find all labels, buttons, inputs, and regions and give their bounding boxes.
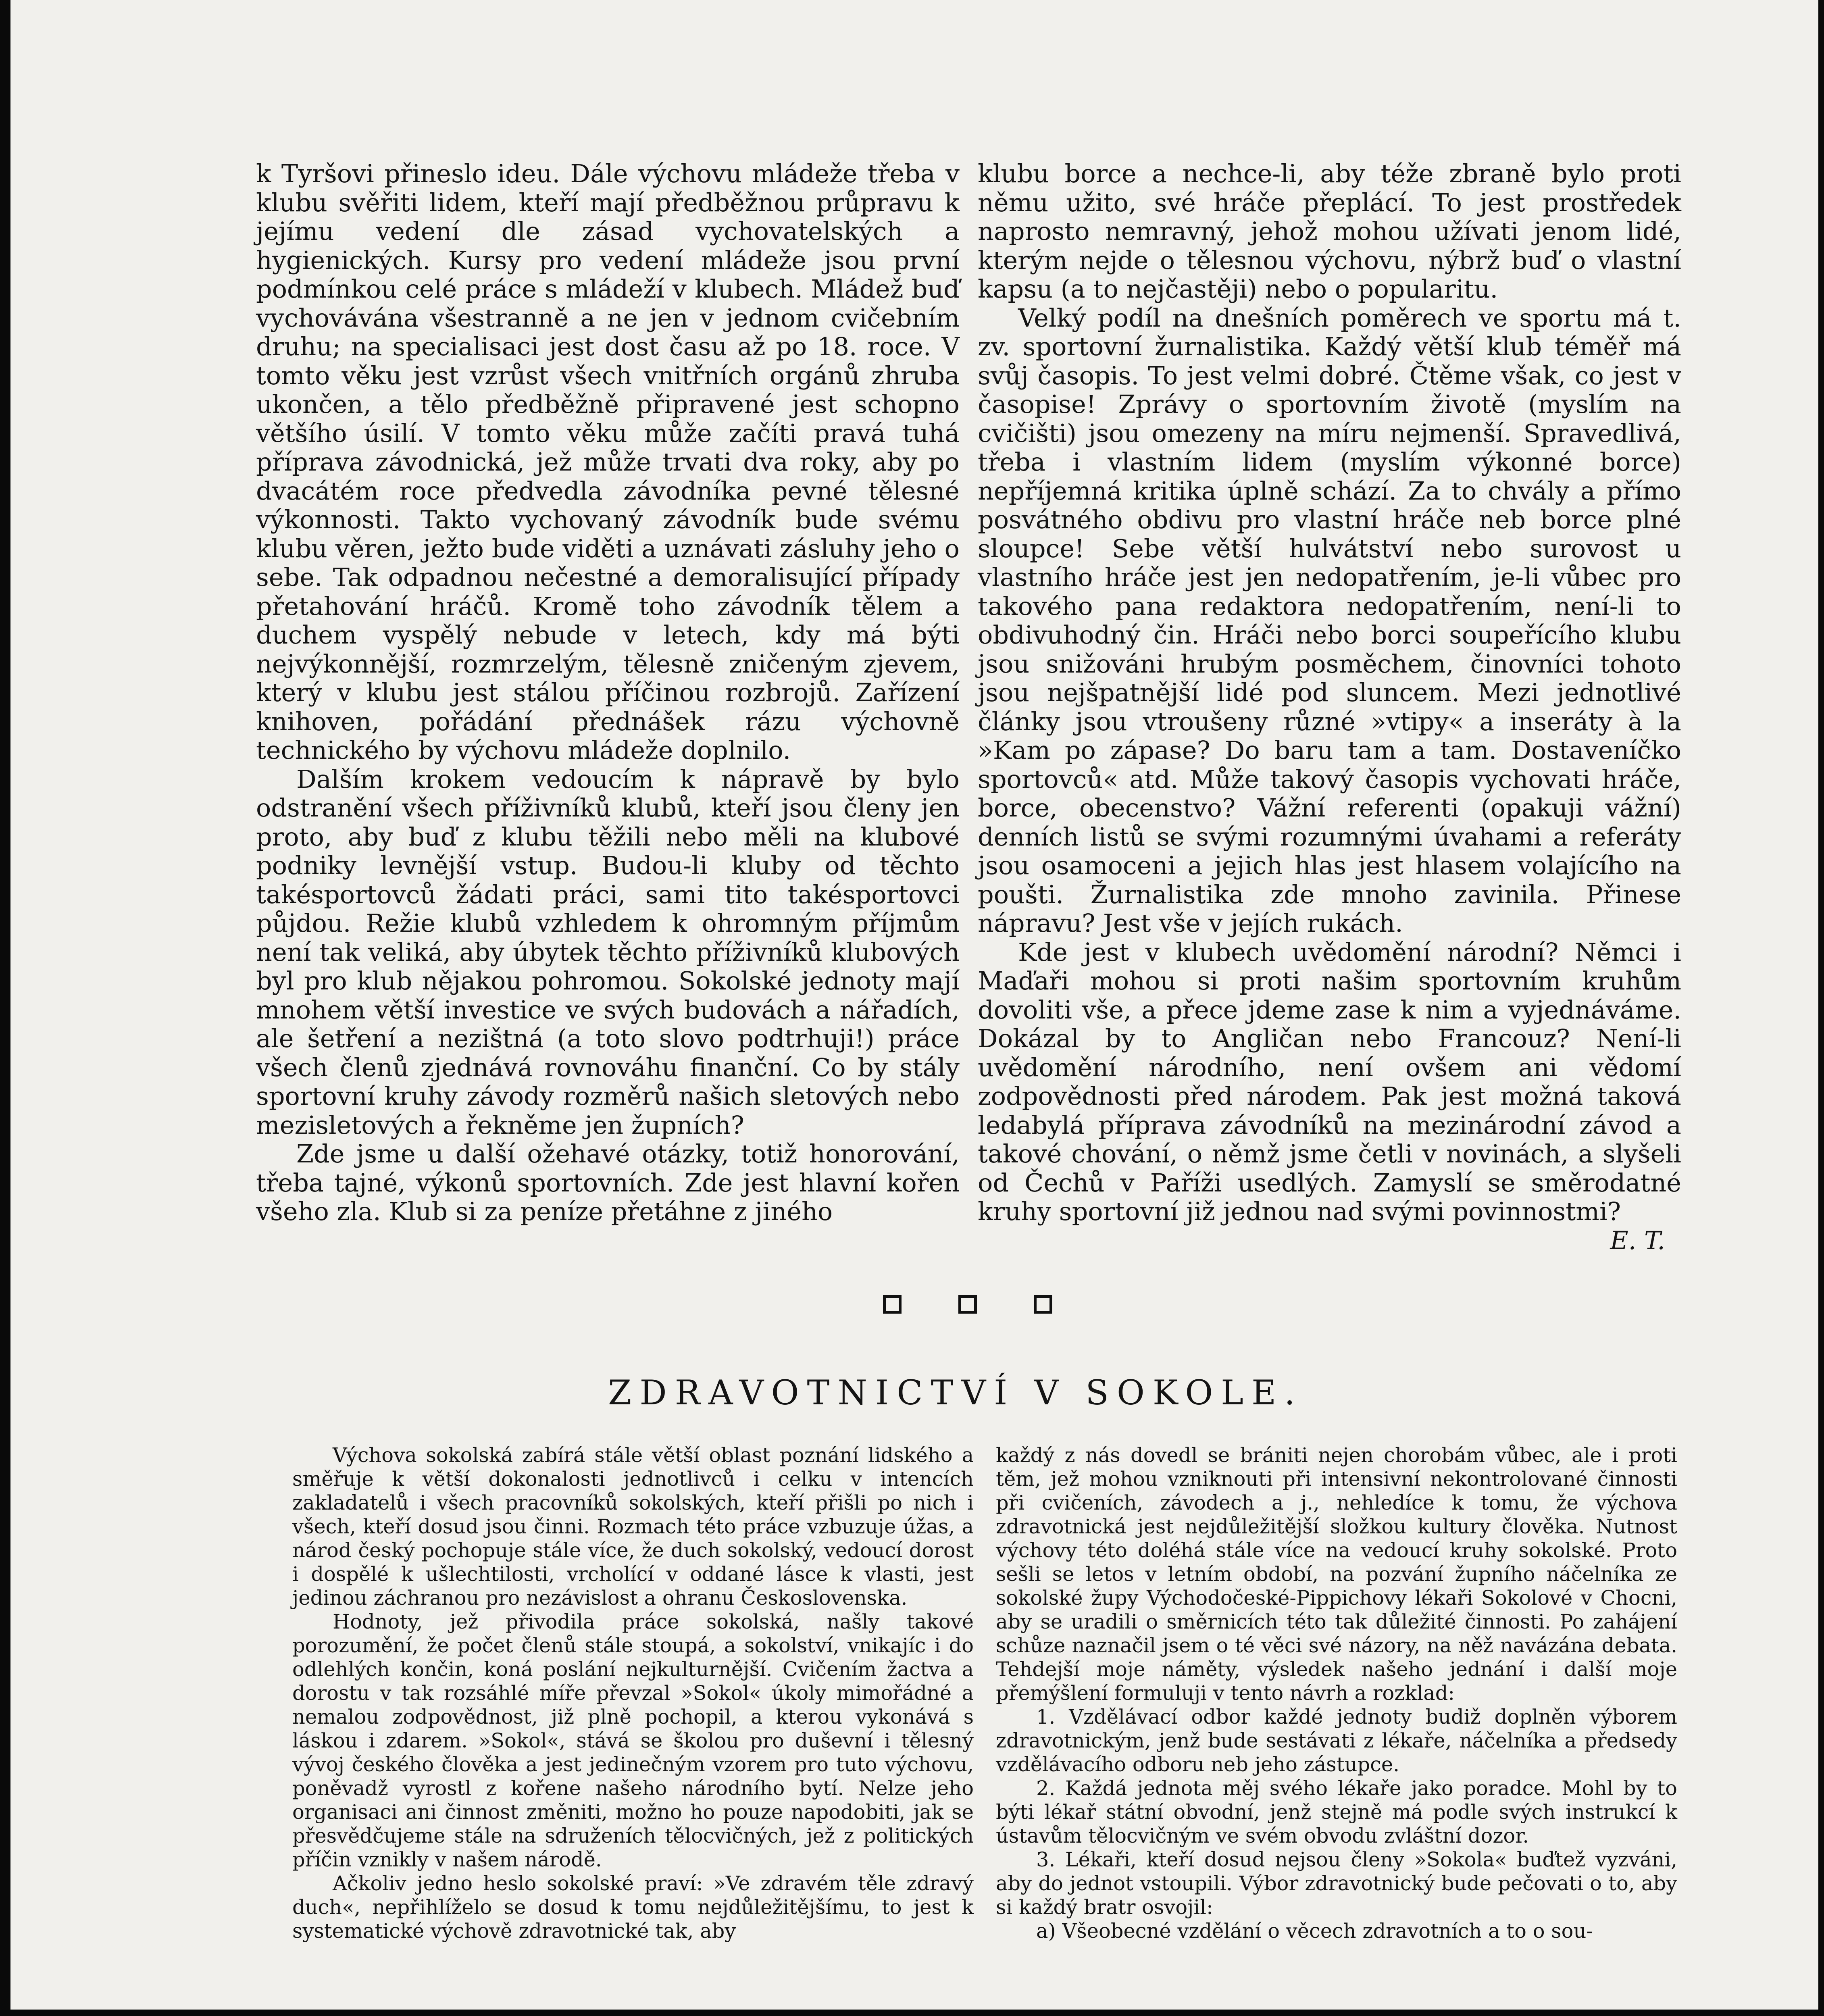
section-divider (883, 1292, 1052, 1316)
scan-border-right (1818, 0, 1824, 2016)
paragraph: Dalším krokem vedoucím k nápravě by bylo odstranění všech příživníků klubů, kteří jsou členy jen proto, aby buď z klubu těžili nebo měli na klubové podniky levnější vstup. Budou-li kluby od těchto takésportovců žádati práci, sami tito takésportovci půjdou. Režie klubů vzhledem k ohromným příjmům není tak veliká, aby úbytek těchto příživníků klubových byl pro klub nějakou pohromou. Sokolské jednoty mají mnohem větší investice ve svých budovách a nářadích, ale šetření a nezištná (a toto slovo podtrhuji!) práce všech členů zjednává rovnováhu finanční. Co by stály sportovní kruhy závody rozměrů našich sletových nebo mezisletových a řekněme jen župních? (256, 764, 960, 1140)
paragraph: Hodnoty, jež přivodila práce sokolská, našly takové porozumění, že počet členů stále stoupá, a sokolství, vnikajíc i do odlehlých končin, koná poslání nejkulturnější. Cvičením žactva a dorostu v tak rozsáhlé míře převzal »Sokol« úkoly mimořádné a nemalou zodpovědnost, již plně pochopil, a kterou vykonává s láskou i zdarem. »Sokol«, stává se školou pro duševní i tělesný vývoj českého člověka a jest jedinečným vzorem pro tuto výchovu, poněvadž vyrostl z kořene našeho národního bytí. Nelze jeho organisaci ani činnost změniti, možno ho pouze napodobiti, jak se přesvědčujeme stále na sdruženích tělocvičných, jež z politických příčin vznikly v našem národě. (292, 1610, 974, 1871)
scan-border-bottom (0, 2010, 1824, 2016)
paragraph: 1. Vzdělávací odbor každé jednoty budiž doplněn výborem zdravotnickým, jenž bude sestávati z lékaře, náčelníka a předsedy vzdělávacího odboru neb jeho zástupce. (996, 1705, 1677, 1776)
paragraph: k Tyršovi přineslo ideu. Dále výchovu mládeže třeba v klubu svěřiti lidem, kteří mají předběžnou průpravu k jejímu vedení dle zásad vychovatelských a hygienických. Kursy pro vedení mládeže jsou první podmínkou celé práce s mládeží v klubech. Mládež buď vychovávána všestranně a ne jen v jednom cvičebním druhu; na specialisaci jest dost času až po 18. roce. V tomto věku jest vzrůst všech vnitřních orgánů zhruba ukončen, a tělo předběžně připravené jest schopno většího úsilí. V tomto věku může začíti pravá tuhá příprava závodnická, jež může trvati dva roky, aby po dvacátém roce předvedla závodníka pevné tělesné výkonnosti. Takto vychovaný závodník bude svému klubu věren, ježto bude viděti a uznávati zásluhy jeho o sebe. Tak odpadnou nečestné a demoralisující případy přetahování hráčů. Kromě toho závodník tělem a duchem vyspělý nebude v letech, kdy má býti nejvýkonnější, rozmrzelým, tělesně zničeným zjevem, který v klubu jest stálou příčinou rozbrojů. Zařízení knihoven, pořádání přednášek rázu výchovně technického by výchovu mládeže doplnilo. (256, 159, 960, 765)
lower-left-column (292, 1443, 974, 1943)
scan-border-left (0, 0, 10, 2016)
paragraph: každý z nás dovedl se brániti nejen chorobám vůbec, ale i proti těm, jež mohou vzniknouti při intensivní nekontrolované činnosti při cvičeních, závodech a j., nehledíce k tomu, že výchova zdravotnická jest nejdůležitější složkou kultury člověka. Nutnost výchovy této doléhá stále více na vedoucí kruhy sokolské. Proto sešli se letos v letním období, na pozvání župního náčelníka ze sokolské župy Východočeské-Pippichovy lékaři Sokolové v Chocni, aby se uradili o směrnicích této tak důležité činnosti. Po zahájení schůze naznačil jsem o té věci své názory, na něž navázána debata. Tehdejší moje náměty, výsledek našeho jednání i další moje přemýšlení formuluji v tento návrh a rozklad: (996, 1443, 1677, 1705)
document-page (8, 0, 1818, 2016)
paragraph: 2. Každá jednota měj svého lékaře jako poradce. Mohl by to býti lékař státní obvodní, jenž stejně má podle svých instrukcí k ústavům tělocvičným ve svém obvodu zvláštní dozor. (996, 1776, 1677, 1847)
upper-left-column (256, 159, 960, 1226)
paragraph: Velký podíl na dnešních poměrech ve sportu má t. zv. sportovní žurnalistika. Každý větší klub téměř má svůj časopis. To jest velmi dobré. Čtěme však, co jest v časopise! Zprávy o sportovním životě (myslím na cvičišti) jsou omezeny na míru nejmenší. Spravedlivá, třeba i vlastním lidem (myslím výkonné borce) nepříjemná kritika úplně schází. Za to chvály a přímo posvátného obdivu pro vlastní hráče neb borce plné sloupce! Sebe větší hulvátství nebo surovost u vlastního hráče jest jen nedopatřením, je-li vůbec pro takového pana redaktora nedopatřením, není-li to obdivuhodný čin. Hráči nebo borci soupeřícího klubu jsou snižováni hrubým posměchem, činovníci tohoto jsou nejšpatnější lidé pod sluncem. Mezi jednotlivé články jsou vtroušeny různé »vtipy« a inseráty à la »Kam po zápase? Do baru tam a tam. Dostaveníčko sportovců« atd. Může takový časopis vychovati hráče, borce, obecenstvo? Vážní referenti (opakuji vážní) denních listů se svými rozumnými úvahami a referáty jsou osamoceni a jejich hlas jest hlasem volajícího na poušti. Žurnalistika zde mnoho zavinila. Přinese nápravu? Jest vše v jejích rukách. (978, 303, 1681, 938)
paragraph: Zde jsme u další ožehavé otázky, totiž honorování, třeba tajné, výkonů sportovních. Zde jest hlavní kořen všeho zla. Klub si za peníze přetáhne z jiného (256, 1139, 960, 1226)
section-title: ZDRAVOTNICTVÍ V SOKOLE. (608, 1373, 1303, 1412)
upper-right-column (978, 159, 1681, 1255)
paragraph: Kde jest v klubech uvědomění národní? Němci i Maďaři mohou si proti našim sportovním kruhům dovoliti vše, a přece jdeme zase k nim a vyjednáváme. Dokázal by to Angličan nebo Francouz? Není-li uvědomění národního, není ovšem ani vědomí zodpovědnosti před národem. Pak jest možná taková ledabylá příprava závodníků na mezinárodní závod a takové chování, o němž jsme četli v novinách, a slyšeli od Čechů v Paříži usedlých. Zamyslí se směrodatné kruhy sportovní již jednou nad svými povinnostmi? (978, 937, 1681, 1226)
paragraph: 3. Lékaři, kteří dosud nejsou členy »Sokola« buďtež vyzváni, aby do jednot vstoupili. Výbor zdravotnický bude pečovati o to, aby si každý bratr osvojil: (996, 1848, 1677, 1919)
author-signature: E. T. (1610, 1225, 1665, 1255)
square-ornament-icon (1034, 1295, 1052, 1314)
paragraph: klubu borce a nechce-li, aby téže zbraně bylo proti němu užito, své hráče přeplácí. To jest prostředek naprosto nemravný, jehož mohou užívati jenom lidé, kterým nejde o tělesnou výchovu, nýbrž buď o vlastní kapsu (a to nejčastěji) nebo o popularitu. (978, 159, 1681, 304)
square-ornament-icon (958, 1295, 977, 1314)
paragraph: a) Všeobecné vzdělání o věcech zdravotních a to o sou- (1036, 1919, 1593, 1943)
square-ornament-icon (883, 1295, 902, 1314)
lower-right-column (996, 1443, 1677, 1943)
paragraph: Výchova sokolská zabírá stále větší oblast poznání lidského a směřuje k větší dokonalosti jednotlivců i celku v intencích zakladatelů i všech pracovníků sokolských, kteří přišli po nich i všech, kteří dosud jsou činni. Rozmach této práce vzbuzuje úžas, a národ český pochopuje stále více, že duch sokolský, vedoucí dorost i dospělé k ušlechtilosti, vrcholící v oddané lásce k vlasti, jest jedinou záchranou pro nezávislost a ohranu Československa. (292, 1443, 974, 1610)
paragraph: Ačkoliv jedno heslo sokolské praví: »Ve zdravém těle zdravý duch«, nepřihlíželo se dosud k tomu nejdůležitějšímu, to jest k systematické výchově zdravotnické tak, aby (292, 1872, 974, 1943)
